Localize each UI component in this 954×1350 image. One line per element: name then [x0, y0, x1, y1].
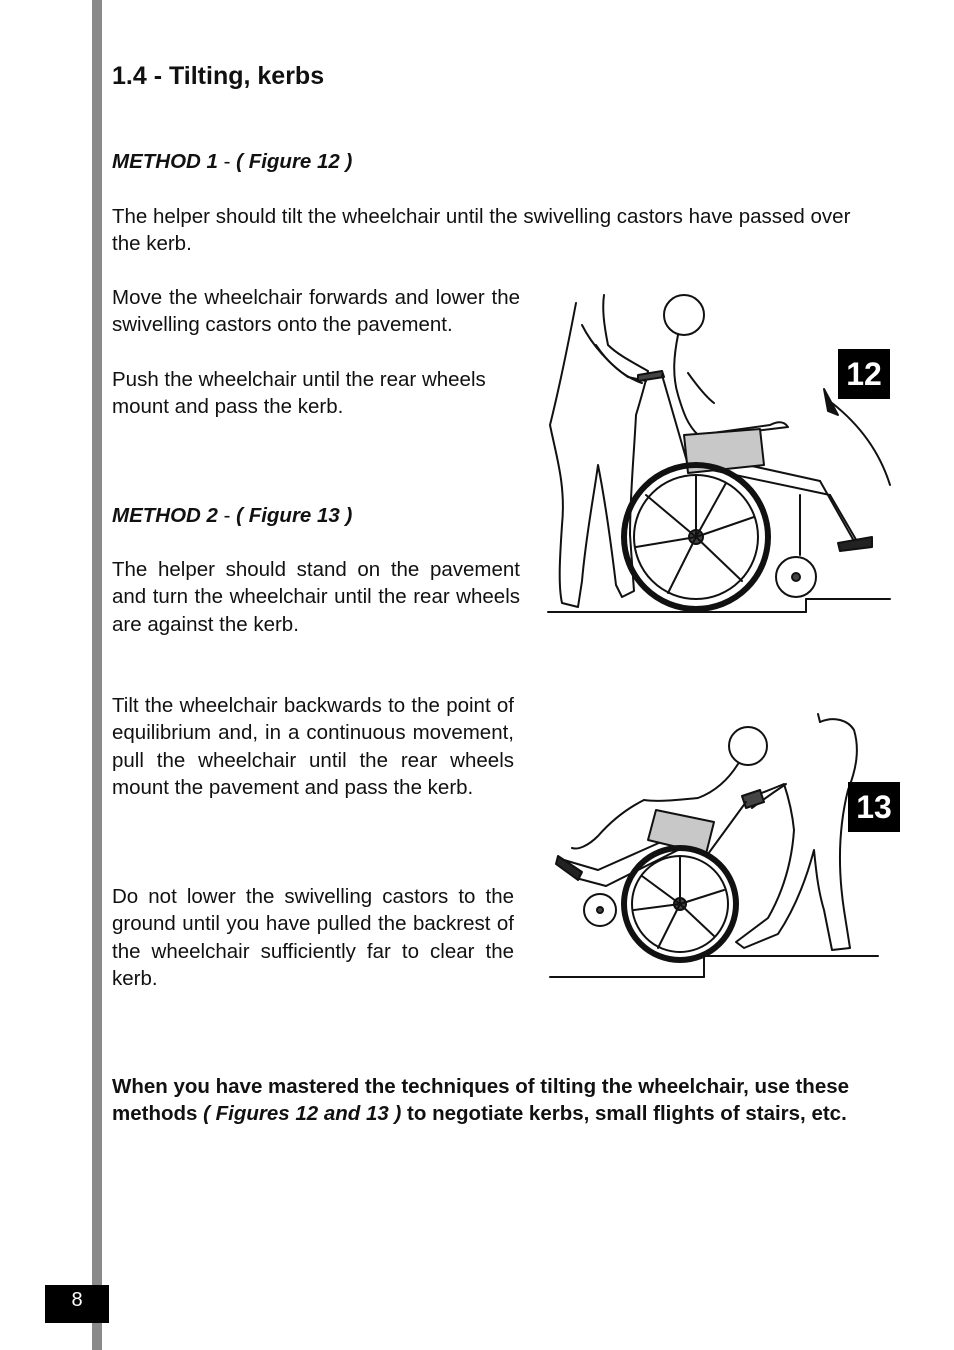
method-2-label: METHOD 2: [112, 504, 218, 527]
method-1-step-2: Push the wheelchair until the rear wheels mount and pass the kerb.: [112, 368, 486, 419]
conclusion-note: [112, 1073, 878, 1128]
figure-12-label: 12: [838, 349, 890, 399]
section-title: 1.4 - Tilting, kerbs: [112, 62, 325, 90]
margin-bar: [92, 0, 102, 1350]
figure-13: [538, 710, 904, 985]
method-1-intro: The helper should tilt the wheelchair until the swivelling castors have passed over the kerb.: [112, 205, 851, 256]
method-2-step-2: Do not lower the swivelling castors to the ground until you have pulled the backrest of the wheelchair sufficiently far to clear the kerb.: [112, 885, 514, 990]
method-2-step-1: Tilt the wheelchair backwards to the point of equilibrium and, in a continuous movement, pull the wheelchair until the rear wheels mount the pavement and pass the kerb.: [112, 694, 514, 799]
method-1-separator: -: [223, 150, 231, 173]
method-2-figure-ref: ( Figure 13 ): [236, 504, 353, 527]
method-2-intro: The helper should stand on the pavement and turn the wheelchair until the rear wheels are against the kerb.: [112, 558, 520, 636]
conclusion-part-2: to negotiate kerbs, small flights of stairs, etc.: [401, 1102, 847, 1126]
figure-12-illustration: [538, 285, 894, 615]
method-2-heading: [112, 504, 352, 528]
method-1-step-1: Move the wheelchair forwards and lower the swivelling castors onto the pavement.: [112, 286, 520, 337]
conclusion-part-1: When you have mastered the techniques of tilting the wheelchair, use these methods: [112, 1075, 850, 1126]
method-1-label: METHOD 1: [112, 150, 218, 173]
figure-13-label: 13: [848, 782, 900, 832]
conclusion-figure-ref: ( Figures 12 and 13 ): [203, 1102, 402, 1126]
method-1-figure-ref: ( Figure 12 ): [236, 150, 353, 173]
method-1-heading: [112, 150, 352, 174]
figure-13-illustration: [538, 710, 904, 985]
figure-12: [538, 285, 894, 615]
page-number: 8: [45, 1285, 109, 1323]
method-2-separator: -: [223, 504, 231, 527]
